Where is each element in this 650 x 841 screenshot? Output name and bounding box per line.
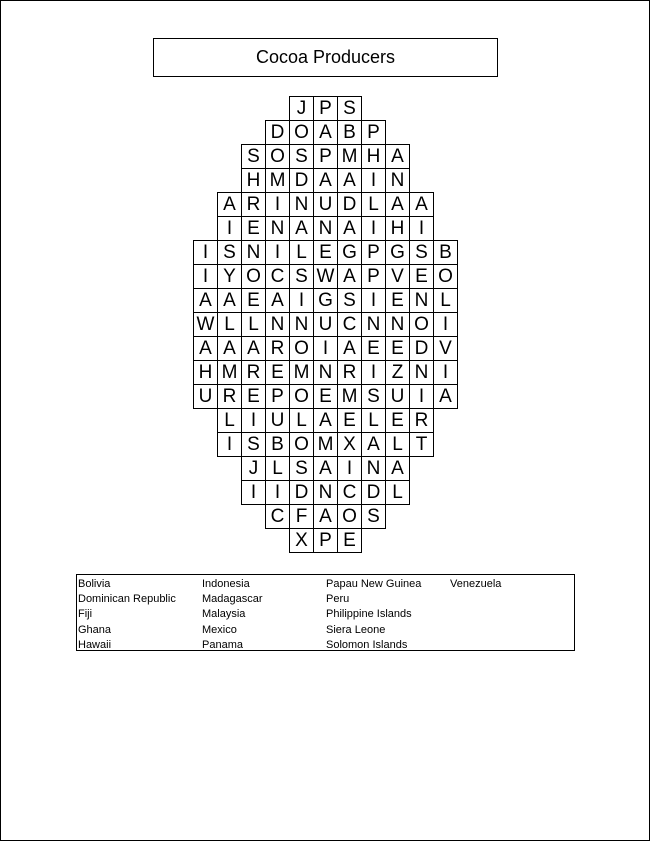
grid-cell: L — [265, 456, 290, 481]
word-bank-item: Philippine Islands — [326, 608, 412, 621]
word-bank-column — [450, 577, 501, 592]
grid-cell: A — [385, 144, 410, 169]
grid-cell: X — [337, 432, 362, 457]
grid-cell: A — [337, 264, 362, 289]
grid-cell: S — [361, 504, 386, 529]
grid-cell: H — [241, 168, 266, 193]
grid-cell: A — [193, 288, 218, 313]
grid-cell: R — [265, 336, 290, 361]
grid-cell: M — [265, 168, 290, 193]
grid-cell: D — [265, 120, 290, 145]
grid-cell: E — [409, 264, 434, 289]
grid-cell: E — [385, 288, 410, 313]
grid-cell: S — [241, 144, 266, 169]
grid-cell: J — [289, 96, 314, 121]
grid-cell: V — [385, 264, 410, 289]
grid-cell: I — [361, 360, 386, 385]
grid-cell: E — [385, 336, 410, 361]
grid-cell: O — [289, 432, 314, 457]
grid-cell: I — [313, 336, 338, 361]
grid-cell: A — [217, 192, 242, 217]
puzzle-title — [153, 38, 498, 77]
grid-cell: R — [217, 384, 242, 409]
grid-cell: C — [265, 504, 290, 529]
grid-cell: N — [409, 360, 434, 385]
grid-cell: N — [289, 312, 314, 337]
grid-cell: O — [409, 312, 434, 337]
grid-cell: A — [313, 120, 338, 145]
grid-cell: E — [241, 288, 266, 313]
grid-cell: S — [289, 144, 314, 169]
grid-cell: A — [313, 504, 338, 529]
grid-cell: A — [313, 408, 338, 433]
grid-cell: N — [385, 168, 410, 193]
grid-cell: N — [241, 240, 266, 265]
grid-cell: D — [289, 168, 314, 193]
grid-cell: M — [313, 432, 338, 457]
grid-cell: H — [361, 144, 386, 169]
grid-cell: N — [265, 312, 290, 337]
grid-cell: C — [337, 312, 362, 337]
word-bank-item: Papau New Guinea — [326, 578, 422, 590]
grid-cell: S — [409, 240, 434, 265]
grid-cell: R — [409, 408, 434, 433]
grid-cell: I — [241, 408, 266, 433]
word-bank-item: Malaysia — [202, 608, 246, 621]
grid-cell: N — [313, 480, 338, 505]
grid-cell: B — [337, 120, 362, 145]
grid-cell: S — [241, 432, 266, 457]
grid-cell: E — [337, 528, 362, 553]
grid-cell: Z — [385, 360, 410, 385]
grid-cell: E — [313, 384, 338, 409]
grid-cell: H — [385, 216, 410, 241]
grid-cell: I — [361, 216, 386, 241]
grid-cell: B — [433, 240, 458, 265]
grid-cell: S — [289, 264, 314, 289]
grid-cell: N — [361, 312, 386, 337]
word-bank-column — [78, 577, 176, 653]
grid-cell: W — [193, 312, 218, 337]
grid-cell: E — [337, 408, 362, 433]
word-bank-item: Indonesia — [202, 578, 250, 590]
grid-cell: D — [409, 336, 434, 361]
grid-cell: I — [265, 192, 290, 217]
word-bank-item: Siera Leone — [326, 623, 386, 636]
grid-cell: L — [289, 408, 314, 433]
grid-cell: A — [385, 192, 410, 217]
grid-cell: I — [409, 384, 434, 409]
grid-cell: P — [313, 528, 338, 553]
grid-cell: D — [289, 480, 314, 505]
grid-cell: N — [313, 216, 338, 241]
grid-cell: O — [265, 144, 290, 169]
grid-cell: W — [313, 264, 338, 289]
grid-cell: O — [337, 504, 362, 529]
grid-cell: G — [385, 240, 410, 265]
grid-cell: A — [193, 336, 218, 361]
word-bank-item: Panama — [202, 638, 243, 651]
grid-cell: P — [313, 96, 338, 121]
grid-cell: Y — [217, 264, 242, 289]
grid-cell: E — [241, 216, 266, 241]
grid-cell: P — [361, 240, 386, 265]
grid-cell: E — [361, 336, 386, 361]
grid-cell: N — [289, 192, 314, 217]
grid-cell: G — [337, 240, 362, 265]
grid-cell: A — [241, 336, 266, 361]
grid-cell: C — [337, 480, 362, 505]
grid-cell: V — [433, 336, 458, 361]
word-bank-item: Ghana — [78, 623, 112, 636]
grid-cell: A — [217, 336, 242, 361]
grid-cell: N — [385, 312, 410, 337]
grid-cell: G — [313, 288, 338, 313]
grid-cell: U — [193, 384, 218, 409]
grid-cell: P — [361, 120, 386, 145]
grid-cell: I — [337, 456, 362, 481]
grid-cell: N — [361, 456, 386, 481]
grid-cell: M — [337, 144, 362, 169]
grid-cell: U — [313, 192, 338, 217]
grid-cell: A — [337, 216, 362, 241]
grid-cell: P — [265, 384, 290, 409]
grid-cell: X — [289, 528, 314, 553]
grid-cell: I — [265, 480, 290, 505]
word-bank-column — [326, 577, 421, 653]
grid-cell: M — [337, 384, 362, 409]
grid-cell: E — [241, 384, 266, 409]
word-bank-item: Madagascar — [202, 593, 263, 606]
word-bank-item: Solomon Islands — [326, 638, 408, 651]
grid-cell: I — [361, 168, 386, 193]
grid-cell: A — [361, 432, 386, 457]
grid-cell: E — [313, 240, 338, 265]
grid-cell: J — [241, 456, 266, 481]
grid-cell: R — [241, 360, 266, 385]
grid-cell: L — [217, 312, 242, 337]
grid-cell: M — [217, 360, 242, 385]
grid-cell: P — [313, 144, 338, 169]
word-bank-item: Fiji — [78, 608, 93, 621]
grid-cell: N — [313, 360, 338, 385]
grid-cell: I — [433, 360, 458, 385]
grid-cell: U — [385, 384, 410, 409]
grid-cell: B — [265, 432, 290, 457]
grid-cell: N — [409, 288, 434, 313]
grid-cell: I — [193, 264, 218, 289]
grid-cell: S — [217, 240, 242, 265]
grid-cell: D — [361, 480, 386, 505]
grid-cell: L — [433, 288, 458, 313]
grid-cell: I — [217, 216, 242, 241]
word-bank-item: Hawaii — [78, 638, 112, 651]
grid-cell: S — [361, 384, 386, 409]
grid-cell: M — [289, 360, 314, 385]
grid-cell: O — [241, 264, 266, 289]
grid-cell: A — [313, 456, 338, 481]
word-bank-item: Bolivia — [78, 578, 111, 590]
grid-cell: L — [385, 480, 410, 505]
grid-cell: L — [217, 408, 242, 433]
grid-cell: R — [241, 192, 266, 217]
grid-cell: T — [409, 432, 434, 457]
grid-cell: L — [361, 192, 386, 217]
grid-cell: S — [289, 456, 314, 481]
grid-cell: A — [337, 336, 362, 361]
grid-cell: P — [361, 264, 386, 289]
grid-cell: A — [409, 192, 434, 217]
grid-cell: O — [289, 120, 314, 145]
word-bank-item: Peru — [326, 593, 350, 606]
grid-cell: A — [265, 288, 290, 313]
grid-cell: U — [265, 408, 290, 433]
grid-cell: A — [313, 168, 338, 193]
grid-cell: S — [337, 96, 362, 121]
grid-cell: U — [313, 312, 338, 337]
grid-cell: A — [433, 384, 458, 409]
grid-cell: A — [289, 216, 314, 241]
grid-cell: C — [265, 264, 290, 289]
word-bank-item: Dominican Republic — [78, 593, 176, 606]
grid-cell: O — [289, 336, 314, 361]
grid-cell: O — [433, 264, 458, 289]
word-bank-item: Mexico — [202, 623, 237, 636]
grid-cell: L — [385, 432, 410, 457]
grid-cell: D — [337, 192, 362, 217]
grid-cell: I — [361, 288, 386, 313]
grid-cell: I — [433, 312, 458, 337]
grid-cell: I — [217, 432, 242, 457]
grid-cell: E — [265, 360, 290, 385]
grid-cell: I — [289, 288, 314, 313]
grid-cell: O — [289, 384, 314, 409]
word-bank-column — [202, 577, 263, 653]
grid-cell: A — [385, 456, 410, 481]
grid-cell: I — [241, 480, 266, 505]
grid-cell: L — [241, 312, 266, 337]
word-bank-item: Venezuela — [450, 578, 502, 590]
grid-cell: L — [289, 240, 314, 265]
puzzle-title-text: Cocoa Producers — [255, 47, 396, 67]
grid-cell: F — [289, 504, 314, 529]
grid-cell: L — [361, 408, 386, 433]
grid-cell: R — [337, 360, 362, 385]
grid-cell: I — [193, 240, 218, 265]
grid-cell: A — [217, 288, 242, 313]
grid-cell: N — [265, 216, 290, 241]
grid-cell: A — [337, 168, 362, 193]
grid-cell: E — [385, 408, 410, 433]
grid-cell: H — [193, 360, 218, 385]
grid-cell: I — [409, 216, 434, 241]
grid-cell: S — [337, 288, 362, 313]
word-bank — [76, 574, 575, 651]
grid-cell: I — [265, 240, 290, 265]
